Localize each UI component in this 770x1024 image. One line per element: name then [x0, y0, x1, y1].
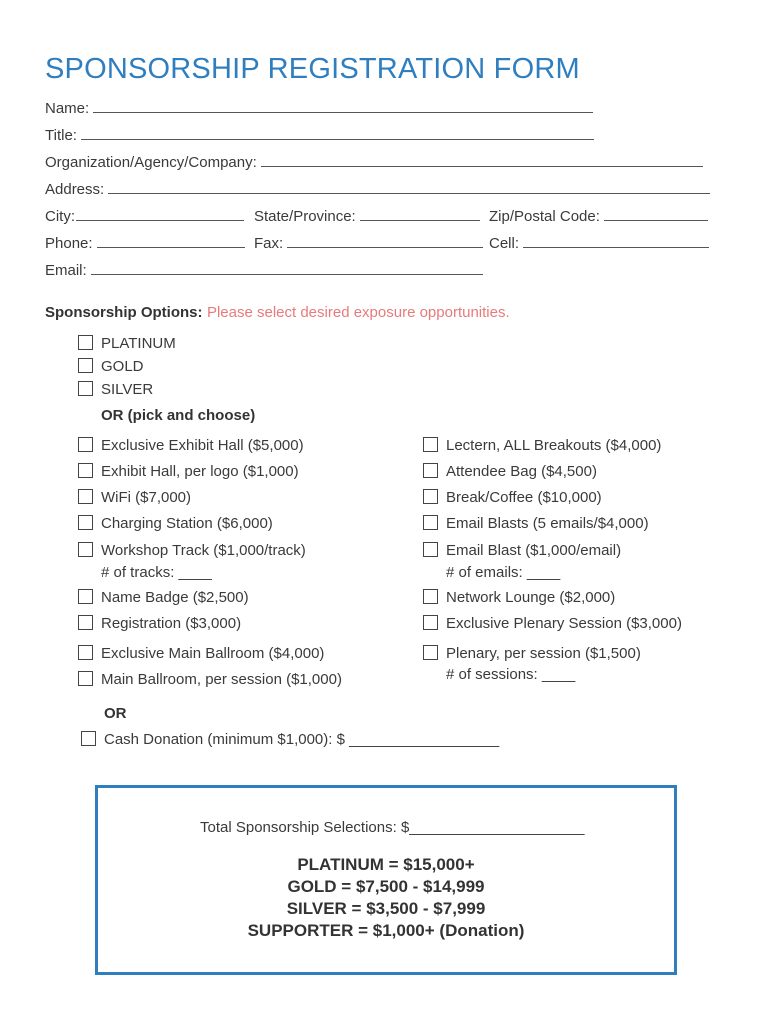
emails-count-field[interactable]: # of emails: ____ [446, 564, 561, 581]
phone-field-row [45, 235, 245, 252]
option-label: Lectern, ALL Breakouts ($4,000) [446, 437, 662, 454]
state-field[interactable] [360, 219, 480, 221]
tier-supporter: SUPPORTER = $1,000+ (Donation) [247, 921, 525, 940]
title-field-row [45, 127, 594, 144]
option-charging-station [78, 515, 273, 532]
option-name-badge [78, 589, 249, 606]
total-selections-field[interactable]: Total Sponsorship Selections: $_____________________ [200, 819, 585, 836]
package-gold [78, 358, 144, 375]
option-checkbox[interactable] [423, 489, 438, 504]
zip-field-row [489, 208, 708, 225]
option-registration [78, 615, 241, 632]
silver-checkbox[interactable] [78, 381, 93, 396]
option-label: Name Badge ($2,500) [101, 589, 249, 606]
option-checkbox[interactable] [423, 615, 438, 630]
organization-field-row [45, 154, 703, 171]
page-title: SPONSORSHIP REGISTRATION FORM [45, 53, 580, 85]
fax-field[interactable] [287, 246, 483, 248]
option-wifi [78, 489, 191, 506]
option-checkbox[interactable] [423, 437, 438, 452]
options-label: Sponsorship Options: [45, 304, 203, 321]
option-checkbox[interactable] [78, 515, 93, 530]
platinum-checkbox[interactable] [78, 335, 93, 350]
option-checkbox[interactable] [78, 671, 93, 686]
option-checkbox[interactable] [78, 615, 93, 630]
gold-checkbox[interactable] [78, 358, 93, 373]
option-checkbox[interactable] [78, 489, 93, 504]
address-field-row [45, 181, 710, 198]
option-attendee-bag [423, 463, 597, 480]
or-label: OR [104, 705, 127, 722]
package-platinum [78, 335, 176, 352]
package-label: SILVER [101, 381, 154, 398]
title-label: Title: [45, 127, 77, 144]
option-checkbox[interactable] [78, 645, 93, 660]
fax-field-row [254, 235, 483, 252]
address-label: Address: [45, 181, 105, 198]
option-label: Break/Coffee ($10,000) [446, 489, 602, 506]
option-label: Attendee Bag ($4,500) [446, 463, 597, 480]
option-exclusive-plenary [423, 615, 682, 632]
organization-label: Organization/Agency/Company: [45, 154, 257, 171]
cash-donation-label: Cash Donation (minimum $1,000): $ __________________ [104, 731, 500, 748]
package-label: PLATINUM [101, 335, 176, 352]
package-label: GOLD [101, 358, 144, 375]
option-exhibit-hall-logo [78, 463, 299, 480]
state-field-row [254, 208, 480, 225]
fax-label: Fax: [254, 235, 284, 252]
cell-label: Cell: [489, 235, 520, 252]
option-checkbox[interactable] [423, 645, 438, 660]
name-label: Name: [45, 100, 90, 117]
option-checkbox[interactable] [423, 463, 438, 478]
option-label: Exclusive Main Ballroom ($4,000) [101, 645, 325, 662]
name-field-row [45, 100, 593, 117]
phone-field[interactable] [97, 246, 245, 248]
option-checkbox[interactable] [423, 542, 438, 557]
pick-choose-label: OR (pick and choose) [101, 407, 256, 424]
tier-silver: SILVER = $3,500 - $7,999 [286, 899, 486, 918]
email-field-row [45, 262, 483, 279]
option-lectern-breakouts [423, 437, 661, 454]
option-checkbox[interactable] [78, 437, 93, 452]
option-checkbox[interactable] [78, 542, 93, 557]
zip-label: Zip/Postal Code: [489, 208, 600, 225]
phone-label: Phone: [45, 235, 93, 252]
option-label: Email Blast ($1,000/email) [446, 542, 622, 559]
options-note: Please select desired exposure opportunities. [206, 304, 510, 321]
option-label: Main Ballroom, per session ($1,000) [101, 671, 342, 688]
email-field[interactable] [91, 273, 483, 275]
cash-donation-checkbox[interactable] [81, 731, 96, 746]
option-label: Plenary, per session ($1,500) [446, 645, 641, 662]
option-label: Registration ($3,000) [101, 615, 242, 632]
sessions-count-field[interactable]: # of sessions: ____ [446, 666, 576, 683]
zip-field[interactable] [604, 219, 708, 221]
option-exclusive-main-ballroom [78, 645, 324, 662]
title-field[interactable] [81, 138, 594, 140]
tracks-count-field[interactable]: # of tracks: ____ [101, 564, 212, 581]
package-silver [78, 381, 153, 398]
cell-field[interactable] [523, 246, 709, 248]
option-checkbox[interactable] [78, 589, 93, 604]
tier-gold: GOLD = $7,500 - $14,999 [287, 877, 485, 896]
option-label: WiFi ($7,000) [101, 489, 192, 506]
tier-platinum: PLATINUM = $15,000+ [297, 855, 475, 874]
summary-box [95, 785, 677, 975]
city-field-row [45, 208, 244, 225]
email-label: Email: [45, 262, 87, 279]
option-label: Exhibit Hall, per logo ($1,000) [101, 463, 299, 480]
option-label: Charging Station ($6,000) [101, 515, 273, 532]
cell-field-row [489, 235, 709, 252]
option-email-blast-single [423, 542, 621, 559]
name-field[interactable] [93, 111, 593, 113]
option-label: Email Blasts (5 emails/$4,000) [446, 515, 649, 532]
option-main-ballroom-session [78, 671, 342, 688]
option-network-lounge [423, 589, 615, 606]
city-label: City: [45, 208, 75, 225]
organization-field[interactable] [261, 165, 703, 167]
option-exclusive-exhibit-hall [78, 437, 304, 454]
sponsorship-options-header [45, 304, 510, 322]
city-field[interactable] [76, 219, 244, 221]
option-email-blasts-5 [423, 515, 649, 532]
option-workshop-track [78, 542, 306, 559]
option-checkbox[interactable] [423, 589, 438, 604]
option-label: Exclusive Exhibit Hall ($5,000) [101, 437, 304, 454]
option-label: Network Lounge ($2,000) [446, 589, 616, 606]
option-break-coffee [423, 489, 602, 506]
state-label: State/Province: [254, 208, 356, 225]
option-checkbox[interactable] [423, 515, 438, 530]
cash-donation-row [81, 731, 499, 748]
address-field[interactable] [108, 192, 710, 194]
option-plenary-session [423, 645, 641, 662]
option-checkbox[interactable] [78, 463, 93, 478]
option-label: Exclusive Plenary Session ($3,000) [446, 615, 682, 632]
option-label: Workshop Track ($1,000/track) [101, 542, 306, 559]
